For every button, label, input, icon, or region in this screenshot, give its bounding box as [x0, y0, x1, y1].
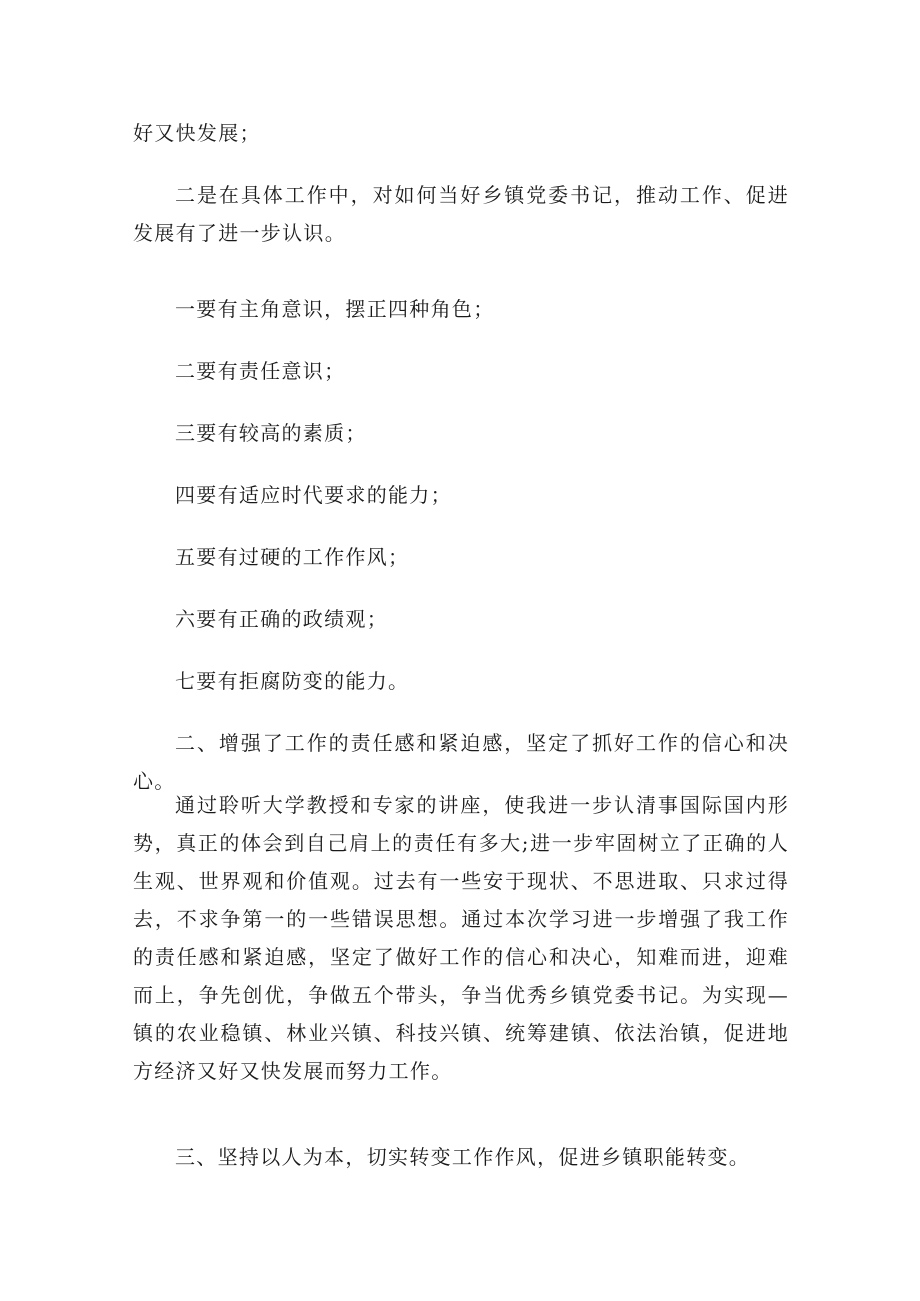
- list-item-1: 一要有主角意识，摆正四种角色；: [175, 297, 495, 321]
- paragraph-understanding: 二是在具体工作中，对如何当好乡镇党委书记，推动工作、促进发展有了进一步认识。: [133, 183, 789, 245]
- list-item-7: 七要有拒腐防变的能力。: [175, 669, 410, 693]
- list-item-4: 四要有适应时代要求的能力；: [175, 483, 452, 507]
- list-item-3: 三要有较高的素质；: [175, 421, 367, 445]
- section-heading-3: 三、坚持以人为本，切实转变工作作风，促进乡镇职能转变。: [175, 1145, 751, 1169]
- section-heading-2: 二、增强了工作的责任感和紧迫感，坚定了抓好工作的信心和决心。: [133, 731, 789, 793]
- list-item-2: 二要有责任意识；: [175, 359, 346, 383]
- paragraph-continuation: 好又快发展；: [133, 121, 261, 145]
- paragraph-body: 通过聆听大学教授和专家的讲座，使我进一步认清事国际国内形势，真正的体会到自己肩上的责任有多大;进一步牢固树立了正确的人生观、世界观和价值观。过去有一些安于现状、不思进取、只求过得去，不求争第一的一些错误思想。通过本次学习进一步增强了我工作的责任感和紧迫感，坚定了做好工作的信心和决心，知难而进，迎难而上，争先创优，争做五个带头，争当优秀乡镇党委书记。为实现—镇的农业稳镇、林业兴镇、科技兴镇、统筹建镇、依法治镇，促进地方经济又好又快发展而努力工作。: [133, 793, 789, 1083]
- list-item-5: 五要有过硬的工作作风；: [175, 545, 410, 569]
- list-item-6: 六要有正确的政绩观；: [175, 607, 388, 631]
